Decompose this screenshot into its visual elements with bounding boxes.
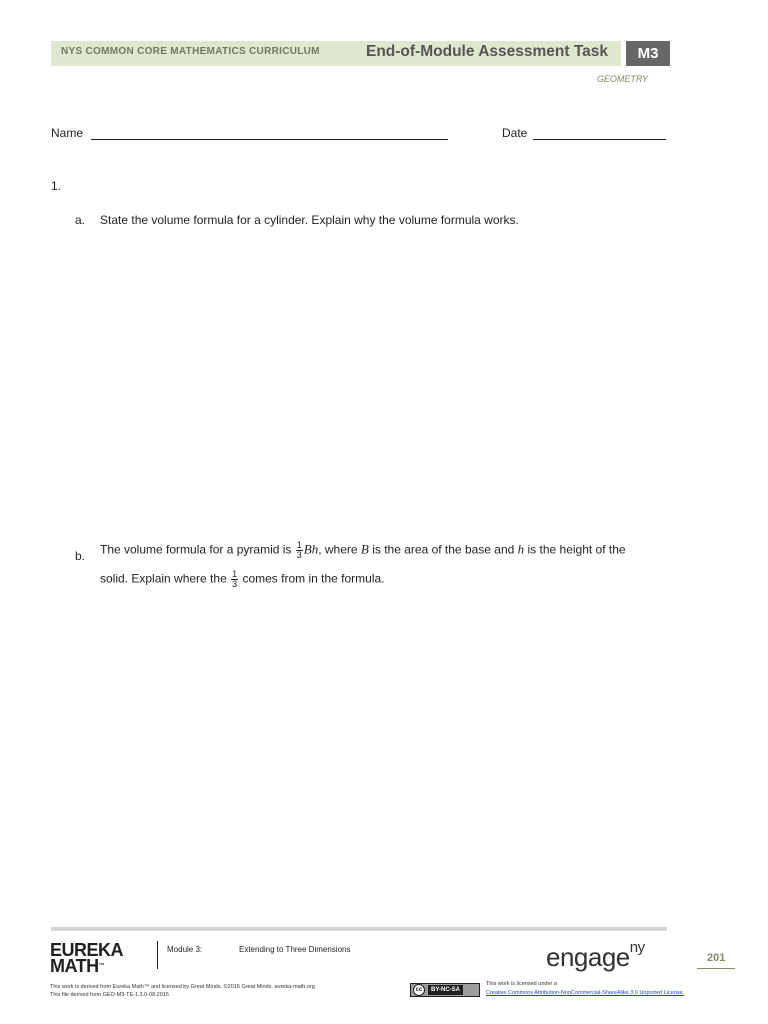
creative-commons-icon: cc xyxy=(413,984,425,996)
module-code-badge: M3 xyxy=(626,41,670,66)
question-number: 1. xyxy=(51,179,62,193)
subject-label: GEOMETRY xyxy=(596,74,648,84)
part-b-prompt-line1: The volume formula for a pyramid is $\frac{1}{3}$ Bh, where B is the area of the base and h is the height of the xyxy=(100,540,626,560)
eureka-math-logo: EUREKA MATH™ xyxy=(50,940,124,976)
cc-license-badge[interactable] xyxy=(410,983,480,997)
part-a-prompt: State the volume formula for a cylinder. Explain why the volume formula works. xyxy=(100,213,519,227)
credit-line-1: This work is derived from Eureka Math™ and licensed by Great Minds. ©2015 Great Minds. eureka-math.org xyxy=(50,984,315,990)
license-link-wrap xyxy=(486,990,684,997)
part-a-answer-space[interactable] xyxy=(100,235,666,525)
page-number: 201 xyxy=(707,952,726,964)
one-third-fraction: $\frac{1}{3}$ xyxy=(296,540,302,560)
footer-module-label: Module 3: xyxy=(167,945,203,954)
date-label: Date xyxy=(502,126,528,140)
part-b-letter: b. xyxy=(75,549,86,563)
curriculum-title: NYS COMMON CORE MATHEMATICS CURRICULUM xyxy=(61,46,320,57)
license-text: This work is licensed under a xyxy=(486,981,557,987)
name-label: Name xyxy=(51,126,84,140)
footer-module-topic: Extending to Three Dimensions xyxy=(239,945,351,954)
assessment-task-title: End-of-Module Assessment Task xyxy=(366,43,609,60)
logo-divider xyxy=(157,941,158,969)
engageny-logo: engage$^{ny}$ xyxy=(546,939,645,972)
footer-divider xyxy=(51,927,667,931)
page-number-underline xyxy=(697,968,735,969)
part-b-prompt-line2: solid. Explain where the $\frac{1}{3}$ comes from in the formula. xyxy=(100,569,385,589)
part-b-answer-space[interactable] xyxy=(100,610,666,910)
one-third-fraction: $\frac{1}{3}$ xyxy=(232,569,238,589)
cc-badge-text: BY-NC-SA xyxy=(428,985,463,995)
license-link[interactable]: Creative Commons Attribution-NonCommercial-ShareAlike 3.0 Unported License. xyxy=(486,990,685,996)
date-field[interactable] xyxy=(533,139,666,140)
name-field[interactable] xyxy=(91,139,448,140)
credit-line-2: This file derived from GEO-M3-TE-1.3.0-08.2015 xyxy=(50,992,169,998)
part-a-letter: a. xyxy=(75,213,86,227)
